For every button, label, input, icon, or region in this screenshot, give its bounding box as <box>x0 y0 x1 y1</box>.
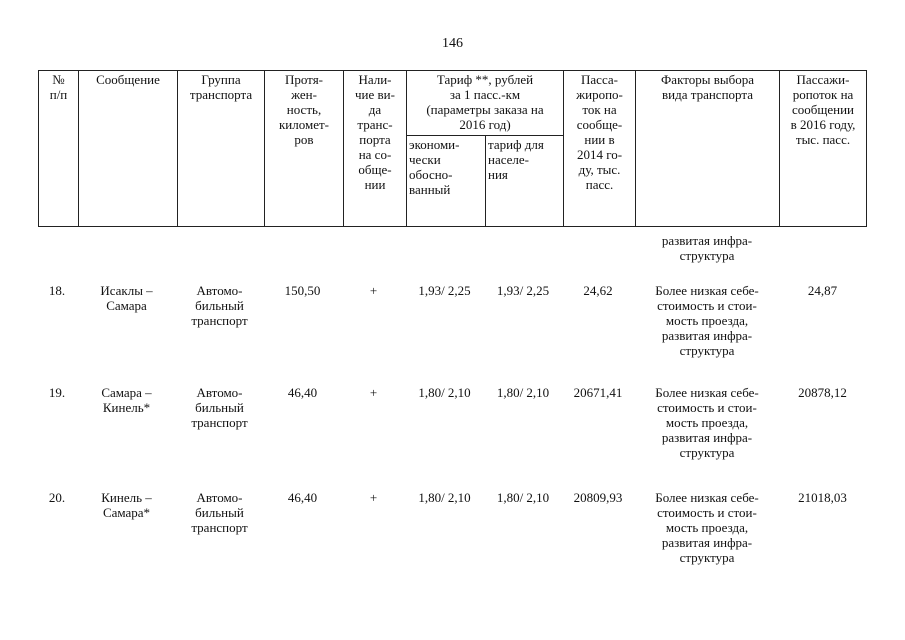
row-tariff-economic: 1,93/ 2,25 <box>418 283 471 298</box>
page-number: 146 <box>442 36 463 51</box>
row-tariff-population: 1,93/ 2,25 <box>496 283 550 298</box>
header-factors: Факторы выбора вида транспорта <box>636 71 780 227</box>
row-flow-2016: 24,87 <box>807 283 838 298</box>
row-tariff-population: 1,80/ 2,10 <box>496 385 550 400</box>
header-length: Протя- жен- ность, километ- ров <box>265 71 344 227</box>
header-availability: Нали- чие ви- да транс- порта на со- обще- нии <box>344 71 407 227</box>
table-row <box>0 283 905 379</box>
row-flow-2014: 20671,41 <box>573 385 623 400</box>
table-row <box>0 385 905 481</box>
row-number: 19. <box>48 385 66 400</box>
row-transport-group: Автомо- бильный транспорт <box>191 385 248 430</box>
row-flow-2016: 20878,12 <box>798 385 847 400</box>
row-factors: Более низкая себе- стоимость и стои- мость проезда, развитая инфра- структура <box>655 490 759 565</box>
row-factors: Более низкая себе- стоимость и стои- мость проезда, развитая инфра- структура <box>655 283 759 358</box>
row-availability: + <box>369 385 378 400</box>
row-flow-2016: 21018,03 <box>798 490 847 505</box>
table-row <box>0 490 905 586</box>
row-number: 20. <box>48 490 66 505</box>
carryover-factors-text: развитая инфра- структура <box>661 233 753 263</box>
header-flow-2014: Пасса- жиропо- ток на сообще- нии в 2014 го- ду, тыс. пасс. <box>564 71 636 227</box>
row-route: Кинель – Самара* <box>101 490 152 520</box>
row-tariff-population: 1,80/ 2,10 <box>496 490 550 505</box>
row-length: 46,40 <box>287 490 318 505</box>
header-flow-2016: Пассажи- ропоток на сообщении в 2016 году, тыс. пасс. <box>780 71 867 227</box>
header-tariff-population: тариф для населе- ния <box>486 136 564 227</box>
row-tariff-economic: 1,80/ 2,10 <box>418 385 471 400</box>
row-length: 150,50 <box>284 283 321 298</box>
header-route: Сообщение <box>79 71 178 227</box>
row-flow-2014: 20809,93 <box>573 490 623 505</box>
header-group: Группа транспорта <box>178 71 265 227</box>
row-factors: Более низкая себе- стоимость и стои- мость проезда, развитая инфра- структура <box>655 385 759 460</box>
header-num: № п/п <box>39 71 79 227</box>
row-transport-group: Автомо- бильный транспорт <box>191 283 248 328</box>
row-length: 46,40 <box>287 385 318 400</box>
header-tariff-economic: экономи- чески обосно- ванный <box>407 136 486 227</box>
row-tariff-economic: 1,80/ 2,10 <box>418 490 471 505</box>
row-number: 18. <box>48 283 66 298</box>
row-flow-2014: 24,62 <box>583 283 613 298</box>
row-availability: + <box>369 490 378 505</box>
header-tariff: Тариф **, рублей за 1 пасс.-км (параметры заказа на 2016 год) <box>407 71 564 136</box>
row-route: Самара – Кинель* <box>101 385 152 415</box>
row-availability: + <box>369 283 378 298</box>
table-header <box>38 70 867 227</box>
row-transport-group: Автомо- бильный транспорт <box>191 490 248 535</box>
row-route: Исаклы – Самара <box>100 283 153 313</box>
